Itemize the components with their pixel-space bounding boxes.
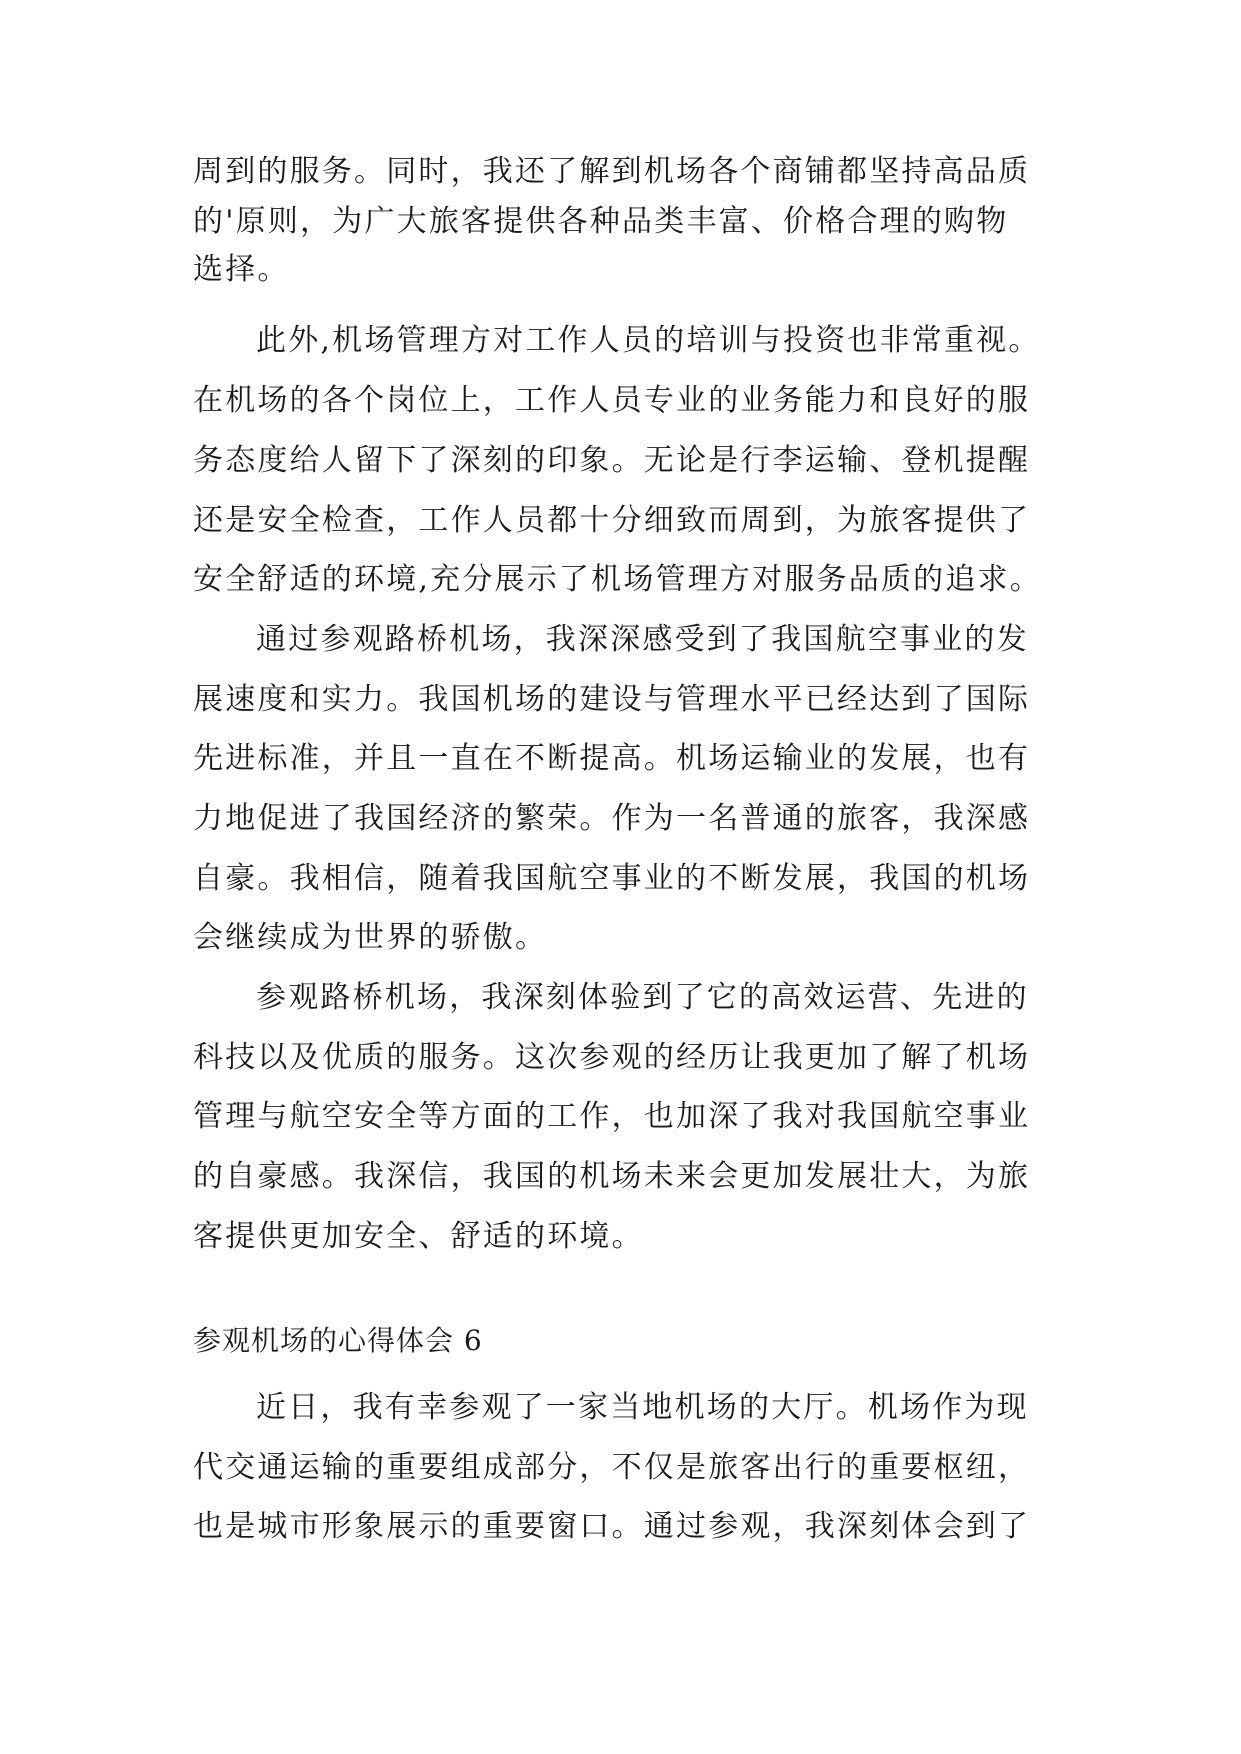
text-line: 的自豪感。我深信，我国的机场未来会更加发展壮大，为旅 <box>193 1159 1031 1194</box>
text-line: 客提供更加安全、舒适的环境。 <box>193 1219 644 1254</box>
text-line: 代交通运输的重要组成部分，不仅是旅客出行的重要枢纽， <box>193 1450 1031 1485</box>
paragraph-first-line: 参观路桥机场，我深刻体验到了它的高效运营、先进的 <box>256 980 1029 1015</box>
text-line: 的'原则，为广大旅客提供各种品类丰富、价格合理的购物 <box>193 204 1009 239</box>
text-line: 安全舒适的环境,充分展示了机场管理方对服务品质的追求。 <box>193 562 1042 597</box>
text-line: 选择。 <box>193 252 290 287</box>
text-line: 也是城市形象展示的重要窗口。通过参观，我深刻体会到了 <box>193 1509 1031 1544</box>
text-line: 科技以及优质的服务。这次参观的经历让我更加了解了机场 <box>193 1040 1031 1075</box>
text-line: 展速度和实力。我国机场的建设与管理水平已经达到了国际 <box>193 682 1031 717</box>
text-line: 管理与航空安全等方面的工作，也加深了我对我国航空事业 <box>193 1099 1031 1134</box>
paragraph-first-line: 通过参观路桥机场，我深深感受到了我国航空事业的发 <box>256 622 1029 657</box>
text-line: 自豪。我相信，随着我国航空事业的不断发展，我国的机场 <box>193 861 1031 896</box>
text-line: 周到的服务。同时，我还了解到机场各个商铺都坚持高品质 <box>193 154 1031 189</box>
text-line: 务态度给人留下了深刻的印象。无论是行李运输、登机提醒 <box>193 443 1031 478</box>
paragraph-first-line: 近日，我有幸参观了一家当地机场的大厅。机场作为现 <box>256 1390 1029 1425</box>
text-line: 先进标准，并且一直在不断提高。机场运输业的发展，也有 <box>193 741 1031 776</box>
section-heading: 参观机场的心得体会 6 <box>193 1324 483 1357</box>
text-line: 会继续成为世界的骄傲。 <box>193 920 548 955</box>
text-line: 在机场的各个岗位上，工作人员专业的业务能力和良好的服 <box>193 383 1031 418</box>
text-line: 还是安全检查，工作人员都十分细致而周到，为旅客提供了 <box>193 503 1031 538</box>
paragraph-first-line: 此外,机场管理方对工作人员的培训与投资也非常重视。 <box>256 323 1041 358</box>
text-line: 力地促进了我国经济的繁荣。作为一名普通的旅客，我深感 <box>193 801 1031 836</box>
